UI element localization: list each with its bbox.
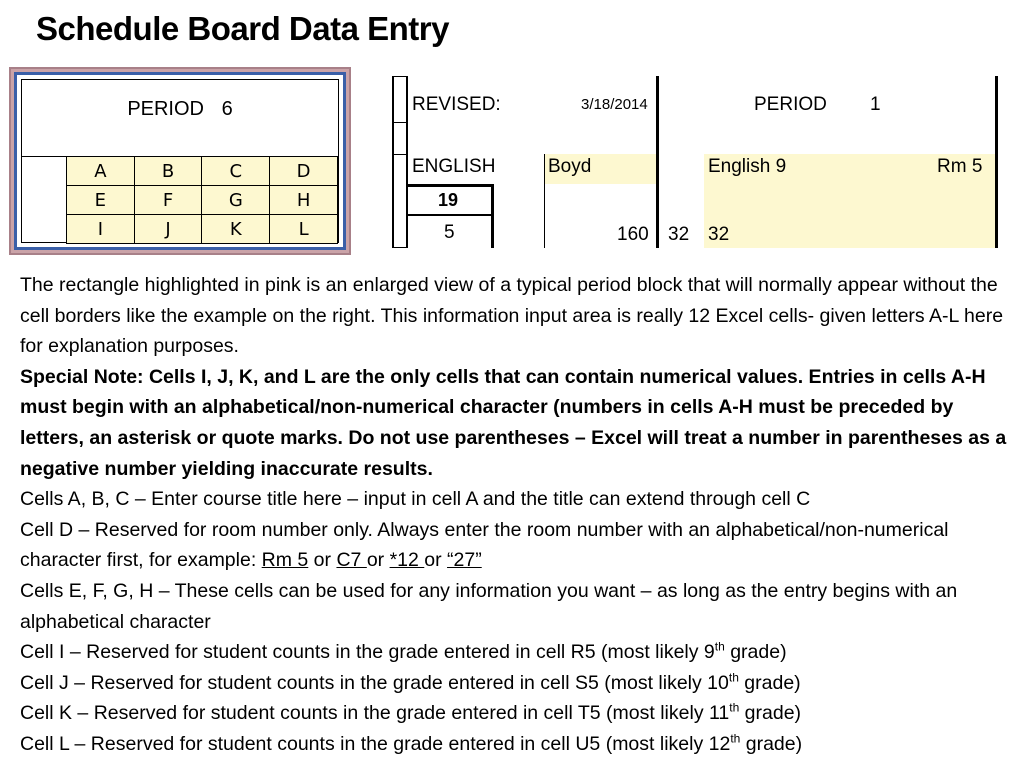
cell-j[interactable]: J — [134, 215, 202, 244]
example-c7: C7 — [336, 549, 367, 572]
cell-k-text: Cell K – Reserved for student counts in the grade entered in cell T5 (most likely 11 — [20, 702, 730, 725]
grade-text: grade) — [724, 641, 787, 664]
cell-l[interactable]: L — [270, 215, 338, 244]
cell-j-text: Cell J – Reserved for student counts in the grade entered in cell S5 (most likely 10 — [20, 671, 729, 694]
grade-text: grade) — [738, 671, 801, 694]
enlarged-period-block — [14, 72, 346, 250]
count-value: 160 — [617, 224, 649, 245]
count-value: 32 — [708, 224, 730, 245]
ordinal-suffix: th — [714, 639, 725, 654]
count-value: 5 — [444, 222, 455, 243]
ordinal-suffix: th — [730, 731, 741, 746]
cell-d[interactable]: D — [270, 157, 338, 186]
ordinal-suffix: th — [729, 700, 740, 715]
count-value: 19 — [438, 190, 459, 210]
period-number: 6 — [221, 98, 233, 120]
example-rm5: Rm 5 — [261, 549, 309, 572]
cell-c[interactable]: C — [202, 157, 270, 186]
cell-grid — [66, 156, 338, 244]
border — [544, 154, 545, 248]
cells-efgh-note: Cells E, F, G, H – These cells can be used for any information you want – as long as the entry begins with an alphabetical character — [20, 579, 958, 633]
border — [392, 76, 394, 248]
cell-i-note — [20, 637, 1010, 668]
revised-label: REVISED: — [412, 94, 501, 115]
example-27: “27” — [447, 549, 482, 572]
or-text: or — [366, 549, 390, 572]
cell-i[interactable]: I — [67, 215, 135, 244]
cell-g[interactable]: G — [202, 186, 270, 215]
example-period-block — [392, 76, 998, 248]
cell-a[interactable]: A — [67, 157, 135, 186]
cell-h[interactable]: H — [270, 186, 338, 215]
ordinal-suffix: th — [728, 670, 739, 685]
grade-text: grade) — [740, 732, 803, 755]
border — [392, 122, 408, 123]
page-title: Schedule Board Data Entry — [36, 10, 449, 47]
border — [995, 76, 998, 248]
cell-j-note — [20, 668, 1010, 699]
cell-d-text: Cell D – Reserved for room number only. Always enter the room number with an alphabetical/non-numerical character first, for example: — [20, 518, 949, 572]
description — [20, 270, 1010, 760]
cell-f[interactable]: F — [134, 186, 202, 215]
border — [491, 184, 494, 248]
cell-l-note — [20, 729, 1010, 760]
period-label: PERIOD — [127, 98, 204, 120]
special-note: Special Note: Cells I, J, K, and L are the only cells that can contain numerical values. Entries in cells A-H must begin with an alphabetical/non-numerical character (numbers in cells A-H must be preceded by letters, an asterisk or quote marks. Do not use parentheses – Excel will treat a number in parentheses as a negative number yielding inaccurate results. — [20, 365, 1007, 480]
room-number: Rm 5 — [937, 156, 983, 177]
cell-k-note — [20, 698, 1010, 729]
subject-label: ENGLISH — [412, 156, 496, 177]
cell-e[interactable]: E — [67, 186, 135, 215]
cell-l-text: Cell L – Reserved for student counts in the grade entered in cell U5 (most likely 12 — [20, 732, 731, 755]
or-text: or — [424, 549, 448, 572]
course-title: English 9 — [708, 156, 787, 177]
period-number: 1 — [870, 94, 881, 115]
grade-text: grade) — [739, 702, 802, 725]
border — [392, 154, 408, 155]
border — [408, 214, 494, 216]
border — [656, 76, 659, 248]
or-text: or — [308, 549, 337, 572]
example-12: *12 — [389, 549, 425, 572]
border — [392, 247, 408, 248]
period-label: PERIOD — [754, 94, 827, 115]
border — [406, 76, 408, 248]
cell-d-note — [20, 515, 1010, 576]
intro-paragraph: The rectangle highlighted in pink is an enlarged view of a typical period block that will normally appear without the cell borders like the example on the right. This information input area is really 12 Excel cells- given letters A-L here for explanation purposes. — [20, 274, 1004, 358]
teacher-name: Boyd — [548, 156, 592, 177]
count-value: 32 — [668, 224, 690, 245]
cell-b[interactable]: B — [134, 157, 202, 186]
cells-abc-note: Cells A, B, C – Enter course title here – input in cell A and the title can extend through cell C — [20, 488, 811, 511]
border — [392, 76, 408, 77]
period-block-border — [21, 79, 339, 243]
period-header — [22, 98, 338, 121]
cell-i-text: Cell I – Reserved for student counts in the grade entered in cell R5 (most likely 9 — [20, 641, 715, 664]
border — [408, 184, 494, 187]
cell-k[interactable]: K — [202, 215, 270, 244]
revised-date: 3/18/2014 — [581, 96, 648, 113]
